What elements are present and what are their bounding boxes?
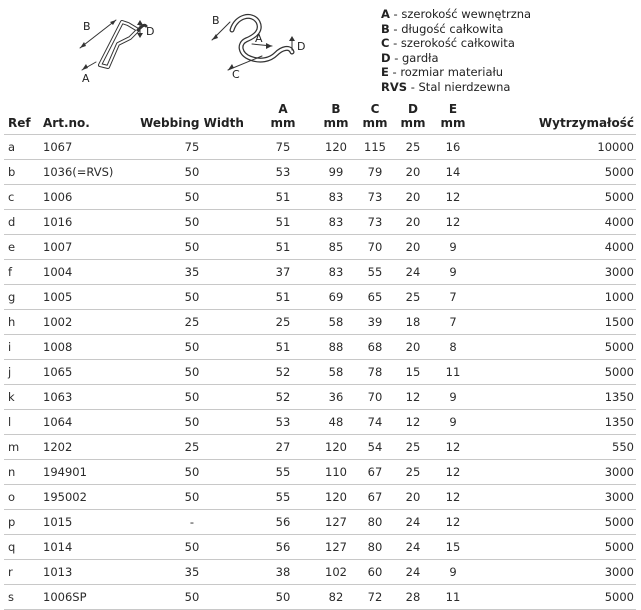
cell-webbing-width: 35 (134, 560, 250, 585)
cell-b: 85 (316, 235, 356, 260)
cell-webbing-width: 50 (134, 385, 250, 410)
table-row (4, 310, 636, 335)
cell-d: 20 (394, 335, 432, 360)
cell-ref: o (4, 485, 43, 510)
cell-c: 65 (356, 285, 394, 310)
cell-b: 36 (316, 385, 356, 410)
table-row (4, 585, 636, 610)
legend-item-d (381, 51, 531, 66)
cell-b: 88 (316, 335, 356, 360)
cell-b: 83 (316, 260, 356, 285)
header-b (316, 98, 356, 135)
cell-b: 48 (316, 410, 356, 435)
header-b-unit: mm (323, 116, 349, 130)
hook1-label-b: B (83, 20, 91, 33)
cell-d: 15 (394, 360, 432, 385)
cell-a: 56 (250, 510, 316, 535)
cell-c: 54 (356, 435, 394, 460)
header-a-unit: mm (270, 116, 296, 130)
cell-a: 51 (250, 335, 316, 360)
cell-strength: 1350 (474, 410, 636, 435)
cell-strength: 3000 (474, 485, 636, 510)
legend-item-c (381, 36, 531, 51)
legend-key: E (381, 65, 389, 79)
cell-c: 70 (356, 385, 394, 410)
cell-a: 52 (250, 360, 316, 385)
hook1-label-d: D (146, 25, 155, 38)
cell-a: 56 (250, 535, 316, 560)
cell-webbing-width: 25 (134, 310, 250, 335)
cell-e: 12 (432, 485, 474, 510)
legend-key: C (381, 36, 390, 50)
cell-d: 20 (394, 210, 432, 235)
cell-strength: 1500 (474, 310, 636, 335)
legend-text: - rozmiar materiału (388, 65, 504, 79)
cell-webbing-width: 50 (134, 160, 250, 185)
cell-c: 115 (356, 135, 394, 160)
hook-specifications-table (4, 98, 636, 610)
cell-strength: 1000 (474, 285, 636, 310)
cell-e: 16 (432, 135, 474, 160)
table-row (4, 135, 636, 160)
header-e (432, 98, 474, 135)
cell-d: 25 (394, 135, 432, 160)
cell-webbing-width: 50 (134, 585, 250, 610)
cell-c: 67 (356, 460, 394, 485)
legend-text: - Stal nierdzewna (407, 79, 511, 94)
cell-c: 74 (356, 410, 394, 435)
header-ref: Ref (8, 116, 31, 130)
cell-webbing-width: - (134, 510, 250, 535)
cell-webbing-width: 50 (134, 485, 250, 510)
cell-d: 28 (394, 585, 432, 610)
cell-webbing-width: 35 (134, 260, 250, 285)
table-row (4, 535, 636, 560)
cell-e: 12 (432, 210, 474, 235)
cell-webbing-width: 50 (134, 360, 250, 385)
cell-b: 82 (316, 585, 356, 610)
cell-b: 83 (316, 210, 356, 235)
cell-art-no: 1014 (43, 535, 134, 560)
cell-e: 9 (432, 260, 474, 285)
cell-d: 25 (394, 435, 432, 460)
cell-d: 12 (394, 410, 432, 435)
cell-e: 7 (432, 285, 474, 310)
cell-b: 69 (316, 285, 356, 310)
cell-art-no: 1007 (43, 235, 134, 260)
cell-ref: k (4, 385, 43, 410)
cell-c: 55 (356, 260, 394, 285)
cell-c: 80 (356, 535, 394, 560)
table-row (4, 335, 636, 360)
table-row (4, 235, 636, 260)
table-row (4, 510, 636, 535)
cell-ref: s (4, 585, 43, 610)
cell-e: 12 (432, 460, 474, 485)
legend-item-a (381, 7, 531, 22)
cell-ref: r (4, 560, 43, 585)
table-row (4, 485, 636, 510)
cell-d: 20 (394, 160, 432, 185)
cell-e: 11 (432, 360, 474, 385)
cell-d: 24 (394, 560, 432, 585)
cell-c: 67 (356, 485, 394, 510)
header-strength: Wytrzymałość (538, 116, 634, 130)
cell-strength: 550 (474, 435, 636, 460)
cell-b: 99 (316, 160, 356, 185)
header-art-no: Art.no. (43, 116, 90, 130)
cell-art-no: 1013 (43, 560, 134, 585)
hook2-label-d: D (297, 40, 306, 53)
cell-strength: 4000 (474, 235, 636, 260)
cell-e: 14 (432, 160, 474, 185)
cell-art-no: 1004 (43, 260, 134, 285)
cell-strength: 1350 (474, 385, 636, 410)
cell-b: 110 (316, 460, 356, 485)
cell-a: 38 (250, 560, 316, 585)
cell-d: 25 (394, 285, 432, 310)
cell-d: 24 (394, 260, 432, 285)
cell-webbing-width: 25 (134, 435, 250, 460)
cell-webbing-width: 50 (134, 235, 250, 260)
header-a-label: A (278, 102, 288, 116)
cell-b: 58 (316, 360, 356, 385)
table-header-row (4, 98, 636, 135)
cell-ref: j (4, 360, 43, 385)
cell-webbing-width: 50 (134, 460, 250, 485)
cell-b: 102 (316, 560, 356, 585)
s-hook-2-diagram (212, 16, 295, 70)
cell-ref: q (4, 535, 43, 560)
header-e-label: E (448, 102, 458, 116)
cell-art-no: 1015 (43, 510, 134, 535)
table-row (4, 210, 636, 235)
hook2-label-c: C (232, 68, 240, 81)
cell-c: 78 (356, 360, 394, 385)
cell-strength: 5000 (474, 335, 636, 360)
cell-strength: 5000 (474, 535, 636, 560)
cell-a: 37 (250, 260, 316, 285)
header-webbing-width: Webbing Width (140, 116, 244, 130)
table-row (4, 560, 636, 585)
header-d-unit: mm (400, 116, 426, 130)
cell-ref: p (4, 510, 43, 535)
cell-a: 50 (250, 585, 316, 610)
cell-d: 18 (394, 310, 432, 335)
cell-e: 9 (432, 560, 474, 585)
cell-b: 120 (316, 485, 356, 510)
cell-b: 127 (316, 510, 356, 535)
cell-b: 120 (316, 135, 356, 160)
cell-c: 39 (356, 310, 394, 335)
table-row (4, 260, 636, 285)
cell-art-no: 1064 (43, 410, 134, 435)
cell-a: 53 (250, 160, 316, 185)
header-a (250, 98, 316, 135)
header-d-label: D (408, 102, 418, 116)
cell-strength: 4000 (474, 210, 636, 235)
cell-e: 8 (432, 335, 474, 360)
header-c (356, 98, 394, 135)
legend-key: RVS (381, 79, 408, 94)
hook-diagrams (0, 0, 641, 100)
cell-e: 15 (432, 535, 474, 560)
hook2-label-a: A (255, 32, 263, 45)
legend-key: D (381, 50, 391, 65)
hook-diagram-svg (0, 0, 641, 100)
cell-webbing-width: 75 (134, 135, 250, 160)
cell-e: 9 (432, 385, 474, 410)
cell-art-no: 1008 (43, 335, 134, 360)
cell-a: 55 (250, 460, 316, 485)
cell-art-no: 1065 (43, 360, 134, 385)
cell-a: 51 (250, 210, 316, 235)
cell-art-no: 1005 (43, 285, 134, 310)
cell-c: 70 (356, 235, 394, 260)
table-row (4, 435, 636, 460)
cell-strength: 5000 (474, 510, 636, 535)
cell-art-no: 1006SP (43, 585, 134, 610)
header-d (394, 98, 432, 135)
header-c-unit: mm (362, 116, 388, 130)
cell-art-no: 1016 (43, 210, 134, 235)
header-b-label: B (331, 102, 341, 116)
cell-c: 72 (356, 585, 394, 610)
cell-strength: 3000 (474, 260, 636, 285)
header-e-unit: mm (440, 116, 466, 130)
table-row (4, 360, 636, 385)
cell-ref: b (4, 160, 43, 185)
cell-d: 24 (394, 510, 432, 535)
cell-c: 73 (356, 210, 394, 235)
cell-webbing-width: 50 (134, 285, 250, 310)
cell-strength: 5000 (474, 585, 636, 610)
cell-art-no: 1063 (43, 385, 134, 410)
cell-webbing-width: 50 (134, 335, 250, 360)
cell-c: 73 (356, 185, 394, 210)
cell-ref: e (4, 235, 43, 260)
cell-d: 24 (394, 535, 432, 560)
cell-e: 12 (432, 185, 474, 210)
cell-strength: 5000 (474, 360, 636, 385)
cell-webbing-width: 50 (134, 185, 250, 210)
table-row (4, 410, 636, 435)
cell-webbing-width: 50 (134, 535, 250, 560)
cell-ref: h (4, 310, 43, 335)
legend-key: A (381, 7, 390, 21)
cell-e: 11 (432, 585, 474, 610)
cell-a: 51 (250, 285, 316, 310)
cell-e: 9 (432, 235, 474, 260)
cell-c: 80 (356, 510, 394, 535)
cell-art-no: 1202 (43, 435, 134, 460)
cell-e: 9 (432, 410, 474, 435)
legend-text: - szerokość całkowita (389, 36, 515, 50)
cell-strength: 5000 (474, 185, 636, 210)
cell-art-no: 1006 (43, 185, 134, 210)
cell-a: 52 (250, 385, 316, 410)
cell-a: 75 (250, 135, 316, 160)
cell-strength: 3000 (474, 460, 636, 485)
cell-e: 12 (432, 435, 474, 460)
cell-ref: f (4, 260, 43, 285)
cell-strength: 5000 (474, 160, 636, 185)
cell-webbing-width: 50 (134, 410, 250, 435)
cell-b: 120 (316, 435, 356, 460)
cell-art-no: 1002 (43, 310, 134, 335)
table-body (4, 135, 636, 610)
header-c-label: C (370, 102, 380, 116)
cell-ref: a (4, 135, 43, 160)
table-row (4, 185, 636, 210)
cell-ref: c (4, 185, 43, 210)
cell-d: 20 (394, 185, 432, 210)
cell-strength: 3000 (474, 560, 636, 585)
cell-ref: d (4, 210, 43, 235)
cell-ref: i (4, 335, 43, 360)
cell-ref: n (4, 460, 43, 485)
cell-c: 79 (356, 160, 394, 185)
cell-e: 12 (432, 510, 474, 535)
cell-art-no: 1067 (43, 135, 134, 160)
legend-item-e (381, 65, 531, 80)
legend-item-rvs (381, 80, 531, 95)
cell-d: 20 (394, 485, 432, 510)
table-row (4, 160, 636, 185)
table-row (4, 385, 636, 410)
cell-e: 7 (432, 310, 474, 335)
hook1-label-a: A (82, 72, 90, 85)
cell-d: 25 (394, 460, 432, 485)
cell-a: 55 (250, 485, 316, 510)
cell-webbing-width: 50 (134, 210, 250, 235)
cell-art-no: 195002 (43, 485, 134, 510)
cell-a: 25 (250, 310, 316, 335)
legend-text: - szerokość wewnętrzna (389, 7, 532, 21)
cell-d: 20 (394, 235, 432, 260)
cell-b: 58 (316, 310, 356, 335)
cell-art-no: 194901 (43, 460, 134, 485)
legend-item-b (381, 22, 531, 37)
legend-text: - długość całkowita (389, 21, 504, 36)
legend-key: B (381, 21, 390, 36)
table-row (4, 285, 636, 310)
cell-a: 51 (250, 235, 316, 260)
cell-strength: 10000 (474, 135, 636, 160)
cell-c: 68 (356, 335, 394, 360)
table-row (4, 460, 636, 485)
cell-ref: m (4, 435, 43, 460)
dimension-legend (381, 7, 531, 94)
cell-a: 51 (250, 185, 316, 210)
cell-a: 53 (250, 410, 316, 435)
cell-d: 12 (394, 385, 432, 410)
cell-c: 60 (356, 560, 394, 585)
legend-text: - gardła (390, 50, 439, 65)
cell-a: 27 (250, 435, 316, 460)
hook2-label-b: B (212, 14, 220, 27)
cell-art-no: 1036(=RVS) (43, 160, 134, 185)
cell-b: 127 (316, 535, 356, 560)
cell-ref: g (4, 285, 43, 310)
cell-b: 83 (316, 185, 356, 210)
cell-ref: l (4, 410, 43, 435)
